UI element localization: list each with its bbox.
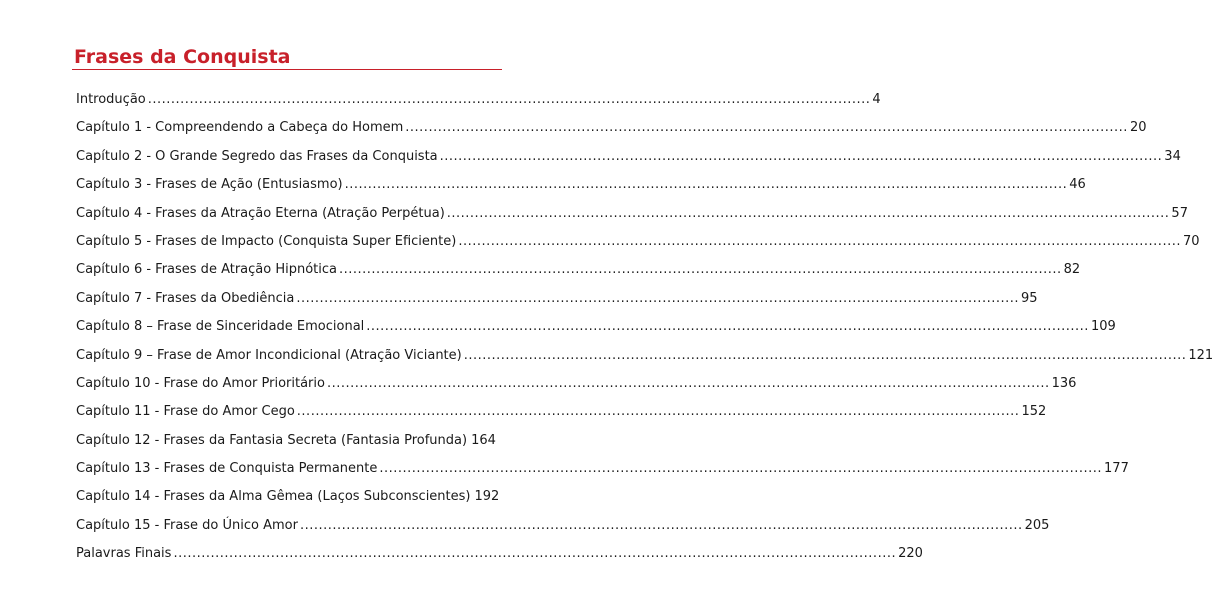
- toc-dot-leader: [379, 455, 1102, 483]
- toc-entry-page-number: 34: [1164, 148, 1181, 164]
- toc-entry-label: Capítulo 7 - Frases da Obediência: [76, 290, 295, 306]
- toc-entry-label: Capítulo 4 - Frases da Atração Eterna (Atração Perpétua): [76, 205, 445, 221]
- toc-entry[interactable]: [76, 171, 1086, 199]
- toc-entry-page-number: 152: [1021, 404, 1047, 420]
- toc-dot-leader: [297, 398, 1020, 426]
- toc-dot-leader: [300, 512, 1023, 540]
- toc-dot-leader: [464, 342, 1187, 370]
- toc-entry-label: Capítulo 15 - Frase do Único Amor: [76, 517, 298, 533]
- toc-entry[interactable]: [76, 398, 1047, 426]
- toc-dot-leader: [327, 370, 1050, 398]
- toc-entry[interactable]: [76, 228, 1200, 256]
- toc-entry-page-number: 121: [1188, 347, 1213, 363]
- toc-entry-page-number: 20: [1129, 120, 1147, 136]
- toc-entry[interactable]: [76, 143, 1181, 171]
- toc-entry[interactable]: [76, 256, 1081, 284]
- toc-entry-label: Capítulo 11 - Frase do Amor Cego: [76, 404, 295, 420]
- toc-entry-label: Capítulo 8 – Frase de Sinceridade Emocional: [76, 319, 365, 335]
- toc-entry-label: Capítulo 14 - Frases da Alma Gêmea (Laços Subconscientes): [76, 489, 471, 505]
- title-underline: [72, 69, 502, 70]
- toc-entry[interactable]: [76, 540, 923, 568]
- toc-entry-page-number: 109: [1090, 319, 1116, 335]
- toc-entry[interactable]: [76, 370, 1077, 398]
- toc-dot-leader: [345, 171, 1068, 199]
- toc-entry[interactable]: [76, 483, 500, 511]
- toc-entry[interactable]: [76, 512, 1050, 540]
- toc-entry-label: Capítulo 10 - Frase do Amor Prioritário: [76, 375, 325, 391]
- toc-entry[interactable]: [76, 427, 494, 455]
- toc-entry-label: Capítulo 2 - O Grande Segredo das Frases da Conquista: [76, 148, 438, 164]
- toc-dot-leader: [339, 256, 1062, 284]
- document-title: Frases da Conquista: [74, 46, 291, 68]
- toc-entry-page-number: 205: [1024, 517, 1050, 533]
- toc-entry-page-number: 46: [1069, 177, 1086, 193]
- toc-entry-label: Capítulo 12 - Frases da Fantasia Secreta (Fantasia Profunda): [76, 432, 468, 448]
- toc-entry-page-number: 220: [898, 546, 923, 562]
- toc-entry-label: Capítulo 13 - Frases de Conquista Permanente: [76, 461, 378, 477]
- toc-entry[interactable]: [76, 342, 1213, 370]
- toc-entry[interactable]: [76, 86, 881, 114]
- toc-entry-page-number: 95: [1021, 290, 1038, 306]
- toc-entry-page-number: 70: [1182, 233, 1200, 249]
- toc-entry-label: Capítulo 6 - Frases de Atração Hipnótica: [76, 262, 337, 278]
- toc-entry-page-number: 57: [1171, 205, 1188, 221]
- toc-dot-leader: [173, 540, 896, 568]
- toc-entry-page-number: 164: [471, 432, 496, 448]
- toc-entry-page-number: 136: [1051, 375, 1077, 391]
- toc-entry-page-number: 82: [1063, 262, 1081, 278]
- toc-entry[interactable]: [76, 114, 1147, 142]
- toc-dot-leader: [458, 228, 1181, 256]
- toc-dot-leader: [148, 86, 871, 114]
- toc-entry-label: Introdução: [76, 92, 146, 107]
- toc-entry[interactable]: [76, 200, 1188, 228]
- toc-dot-leader: [447, 200, 1170, 228]
- toc-entry-label: Capítulo 1 - Compreendendo a Cabeça do Homem: [76, 120, 404, 136]
- toc-entry-label: Palavras Finais: [76, 546, 172, 562]
- toc-entry[interactable]: [76, 313, 1116, 341]
- table-of-contents: [76, 86, 1213, 569]
- toc-entry-label: Capítulo 5 - Frases de Impacto (Conquista Super Eficiente): [76, 233, 457, 249]
- toc-entry-page-number: 192: [474, 489, 500, 505]
- toc-dot-leader: [405, 114, 1128, 142]
- toc-entry-label: Capítulo 9 – Frase de Amor Incondicional (Atração Viciante): [76, 347, 462, 363]
- toc-entry-page-number: 177: [1104, 461, 1129, 477]
- toc-entry[interactable]: [76, 285, 1038, 313]
- toc-dot-leader: [366, 313, 1089, 341]
- toc-entry[interactable]: [76, 455, 1129, 483]
- toc-dot-leader: [296, 285, 1019, 313]
- toc-dot-leader: [440, 143, 1163, 171]
- toc-entry-page-number: 4: [872, 92, 881, 107]
- toc-entry-label: Capítulo 3 - Frases de Ação (Entusiasmo): [76, 177, 343, 193]
